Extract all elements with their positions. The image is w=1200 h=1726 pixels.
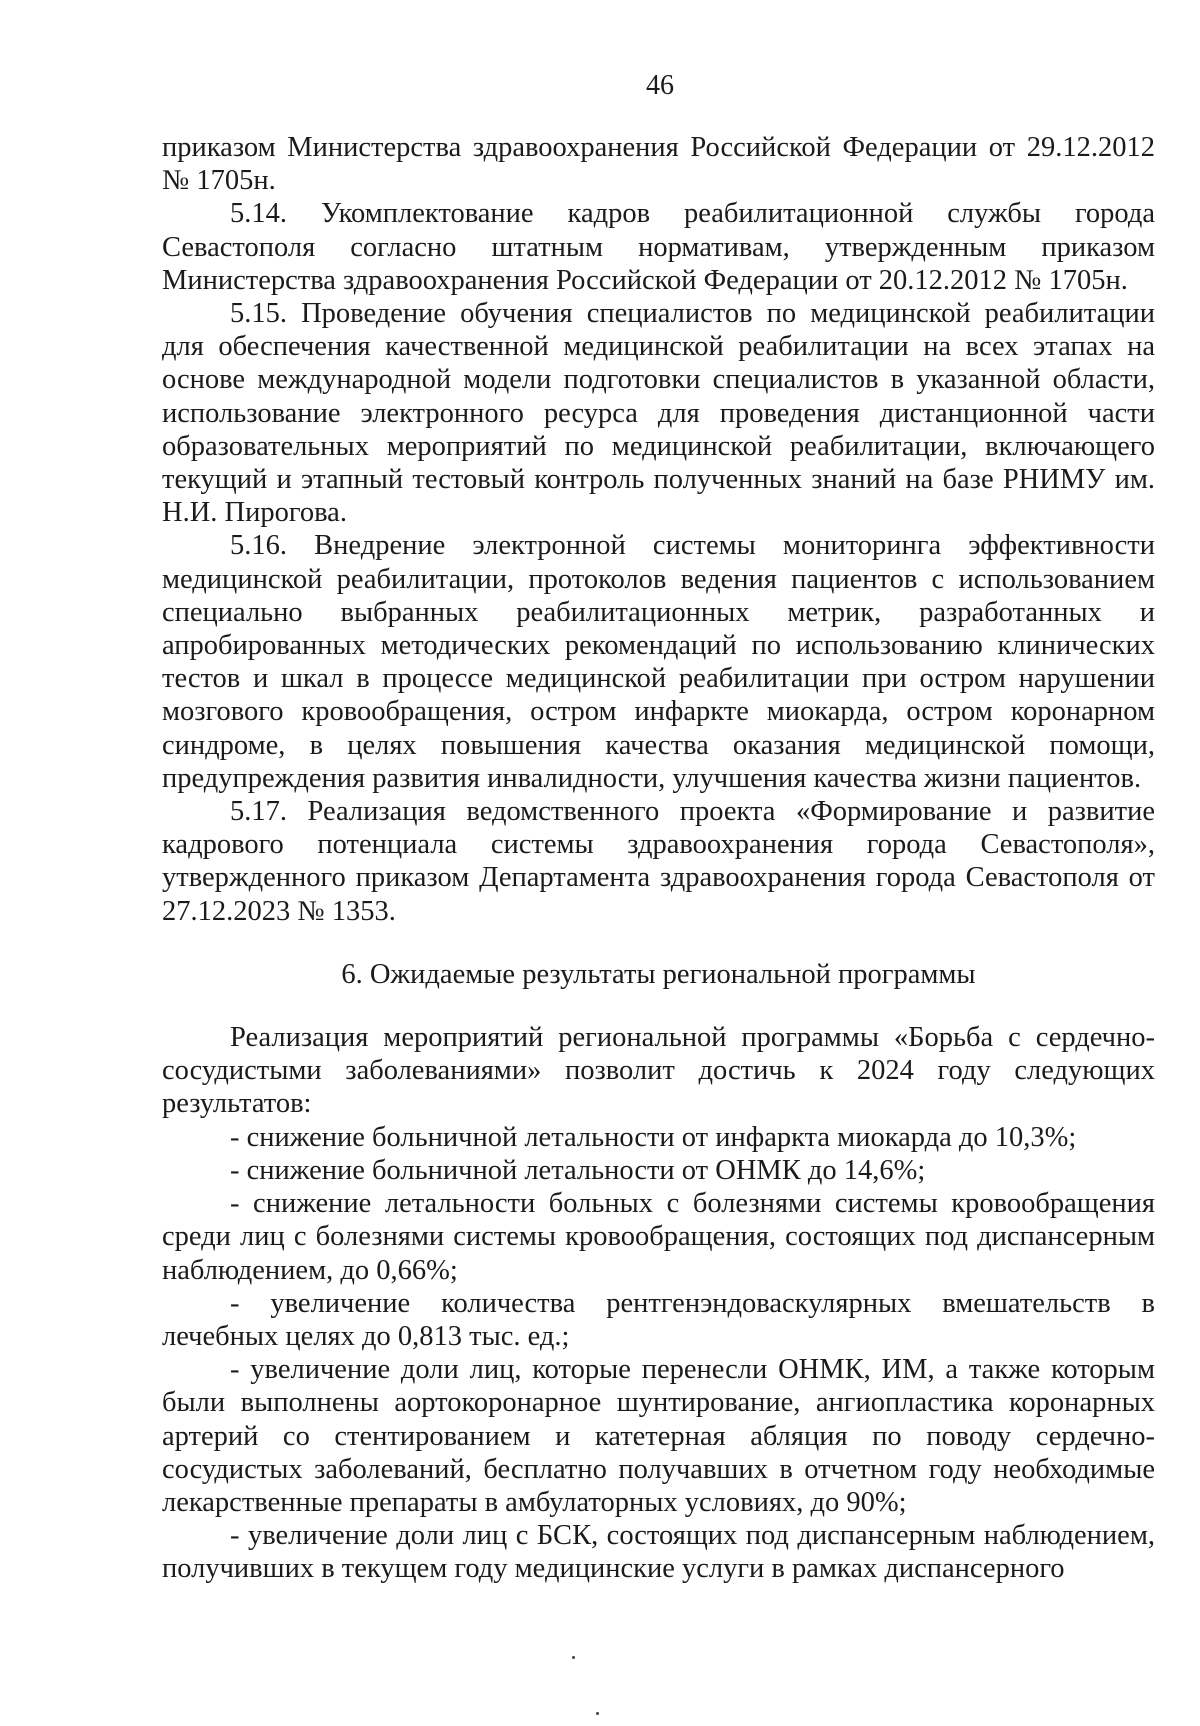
paragraph-r4: - увеличение количества рентгенэндоваскулярных вмешательств в лечебных целях до 0,813 тыс. ед.; [162,1287,1155,1352]
paragraph-p514: 5.14. Укомплектование кадров реабилитационной службы города Севастополя согласно штатным нормативам, утвержденным приказом Министерства здравоохранения Российской Федерации от 20.12.2012 № 1705н. [162,198,1155,296]
paragraph-r2: - снижение больничной летальности от ОНМК до 14,6%; [230,1154,926,1186]
scan-speck [572,1656,575,1659]
paragraph-r5: - увеличение доли лиц, которые перенесли ОНМК, ИМ, а также которым были выполнены аортокоронарное шунтирование, ангиопластика коронарных артерий со стентированием и катетерная абляция по поводу сердечно-сосудистых заболеваний, бесплатно получавших в отчетном году необходимые лекарственные препараты в амбулаторных условиях, до 90%; [162,1354,1155,1518]
paragraph-p515: 5.15. Проведение обучения специалистов по медицинской реабилитации для обеспечения качественной медицинской реабилитации на всех этапах на основе международной модели подготовки специалистов в указанной области, использование электронного ресурса для проведения дистанционной части образовательных мероприятий по медицинской реабилитации, включающего текущий и этапный тестовый контроль полученных знаний на базе РНИМУ им. Н.И. Пирогова. [162,298,1155,529]
section-5-paragraphs [162,131,1155,928]
paragraph-p517: 5.17. Реализация ведомственного проекта «Формирование и развитие кадрового потенциала системы здравоохранения города Севастополя», утвержденного приказом Департамента здравоохранения города Севастополя от 27.12.2023 № 1353. [162,796,1155,927]
scan-speck [596,1712,599,1715]
document-body [162,131,1155,1586]
page-number: 46 [646,70,674,101]
paragraph-r1: - снижение больничной летальности от инфаркта миокарда до 10,3%; [230,1121,1077,1153]
paragraph-p516: 5.16. Внедрение электронной системы мониторинга эффективности медицинской реабилитации, протоколов ведения пациентов с использованием специально выбранных реабилитационных метрик, разработанных и апробированных методических рекомендаций по использованию клинических тестов и шкал в процессе медицинской реабилитации при остром нарушении мозгового кровообращения, остром инфаркте миокарда, остром коронарном синдроме, в целях повышения качества оказания медицинской помощи, предупреждения развития инвалидности, улучшения качества жизни пациентов. [162,530,1155,794]
section-heading: 6. Ожидаемые результаты региональной программы [341,958,976,990]
section-6-paragraphs [162,1021,1155,1585]
paragraph-r3: - снижение летальности больных с болезнями системы кровообращения среди лиц с болезнями системы кровообращения, состоящих под диспансерным наблюдением, до 0,66%; [162,1188,1155,1286]
paragraph-cont: приказом Министерства здравоохранения Российской Федерации от 29.12.2012 № 1705н. [162,132,1155,197]
paragraph-intro: Реализация мероприятий региональной программы «Борьба с сердечно-сосудистыми заболеваниями» позволит достичь к 2024 году следующих результатов: [162,1022,1155,1120]
paragraph-r6: - увеличение доли лиц с БСК, состоящих под диспансерным наблюдением, получивших в текущем году медицинские услуги в рамках диспансерного [162,1520,1155,1585]
